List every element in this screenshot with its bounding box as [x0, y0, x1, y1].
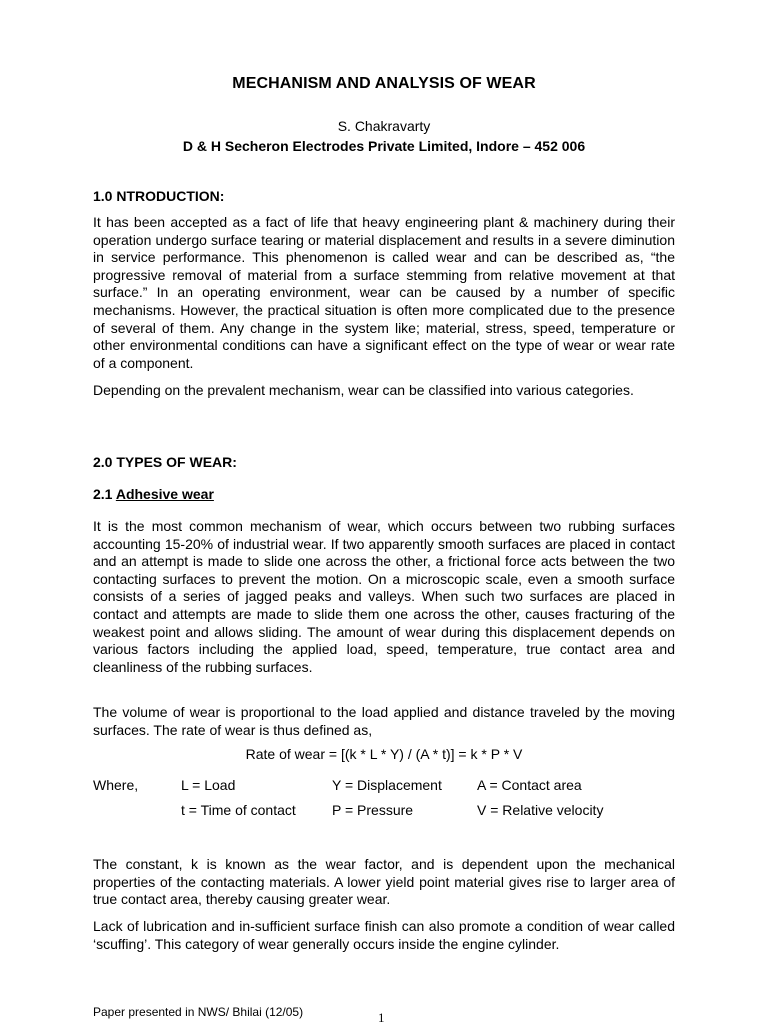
- where-label: Where,: [93, 777, 139, 793]
- section-heading-introduction: 1.0 NTRODUCTION:: [93, 188, 225, 204]
- adhesive-paragraph-3: The constant, k is known as the wear factor, and is dependent upon the mechanical properties of the contacting materials. A lower yield point material gives rise to larger area of true contact area, thereby causing greater wear.: [93, 856, 675, 908]
- adhesive-paragraph-1: It is the most common mechanism of wear, which occurs between two rubbing surfaces accounting 15-20% of industrial wear. If two apparently smooth surfaces are placed in contact and an attempt is made to slide one across the other, a frictional force acts between the two contacting surfaces to prevent the motion. On a microscopic scale, even a smooth surface consists of a series of jagged peaks and valleys. When such two surfaces are placed in contact and attempts are made to slide them one across the other, causes fracturing of the weakest point and allows sliding. The amount of wear during this displacement depends on various factors including the applied load, speed, temperature, true contact area and cleanliness of the rubbing surfaces.: [93, 518, 675, 675]
- author-name: S. Chakravarty: [337, 118, 431, 134]
- paper-title: MECHANISM AND ANALYSIS OF WEAR: [232, 75, 536, 92]
- adhesive-paragraph-2: The volume of wear is proportional to the load applied and distance traveled by the moving surfaces. The rate of wear is thus defined as,: [93, 704, 675, 738]
- subsection-heading-adhesive-wear: [93, 486, 214, 502]
- wear-rate-formula: Rate of wear = [(k * L * Y) / (A * t)] = k * P * V: [245, 746, 523, 762]
- intro-paragraph-2: Depending on the prevalent mechanism, wear can be classified into various categories.: [93, 382, 634, 398]
- page-number: 1: [378, 1010, 385, 1025]
- legend-item: t = Time of contact: [181, 802, 296, 818]
- subsection-number: 2.1: [93, 486, 116, 502]
- author-affiliation: D & H Secheron Electrodes Private Limited, Indore – 452 006: [182, 138, 586, 154]
- legend-item: A = Contact area: [477, 777, 582, 793]
- formula-legend-row-2: [93, 802, 675, 820]
- formula-legend-row-1: [93, 777, 675, 795]
- adhesive-paragraph-4: Lack of lubrication and in-sufficient surface finish can also promote a condition of wear called ‘scuffing’. This category of wear generally occurs inside the engine cylinder.: [93, 918, 675, 952]
- intro-paragraph-1: It has been accepted as a fact of life that heavy engineering plant & machinery during their operation undergo surface tearing or material displacement and results in a severe diminution in service performance. This phenomenon is called wear and can be described as, “the progressive removal of material from a surface stemming from relative movement at that surface.” In an operating environment, wear can be caused by a number of specific mechanisms. However, the practical situation is often more complicated due to the presence of several of them. Any change in the system like; material, stress, speed, temperature or other environmental conditions can have a significant effect on the type of wear or wear rate of a component.: [93, 214, 675, 371]
- subsection-title: Adhesive wear: [115, 486, 214, 502]
- section-heading-types-of-wear: 2.0 TYPES OF WEAR:: [93, 454, 237, 470]
- legend-item: V = Relative velocity: [477, 802, 604, 818]
- legend-item: L = Load: [181, 777, 236, 793]
- footer-note: Paper presented in NWS/ Bhilai (12/05): [93, 1005, 304, 1019]
- legend-item: Y = Displacement: [332, 777, 442, 793]
- legend-item: P = Pressure: [332, 802, 414, 818]
